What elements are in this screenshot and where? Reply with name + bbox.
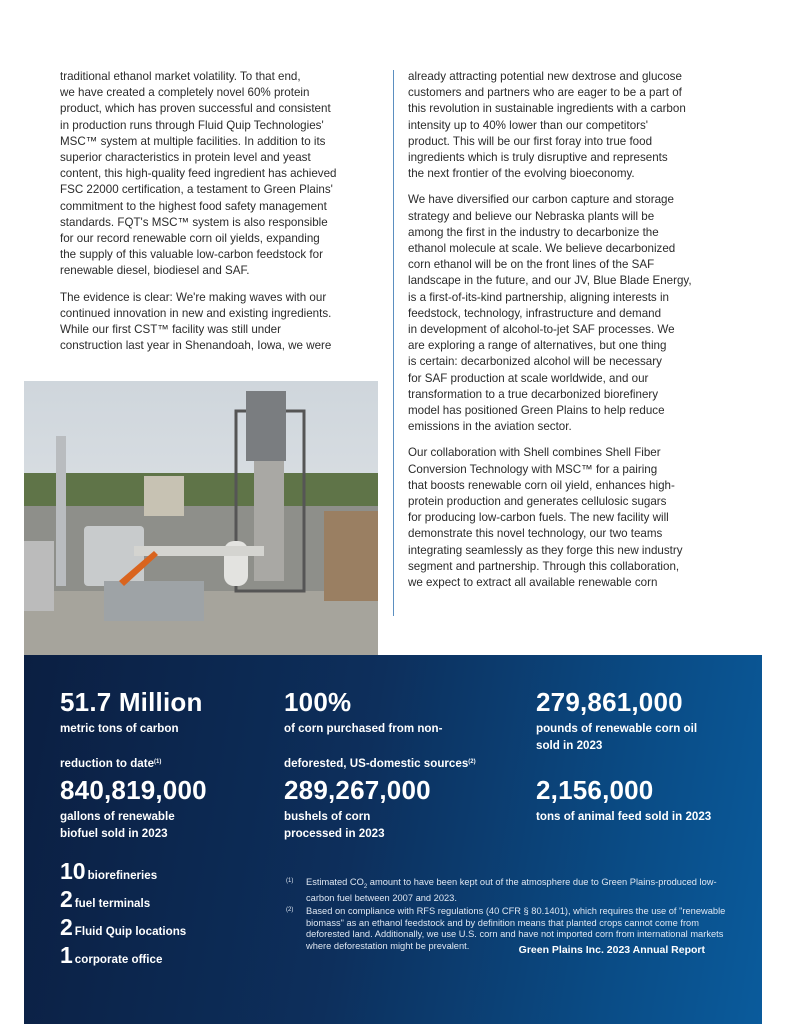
text-line: ethanol molecule at scale. We believe decarbonized bbox=[408, 242, 676, 256]
text-line: is certain: decarbonized alcohol will be necessary bbox=[408, 355, 662, 369]
count-label: biorefineries bbox=[87, 869, 158, 882]
text-line: construction last year in Shenandoah, Iowa, we were bbox=[60, 339, 332, 353]
body-paragraph bbox=[408, 192, 738, 435]
text-line: model has positioned Green Plains to help reduce bbox=[408, 404, 665, 418]
text-line: continued innovation in new and existing ingredients. bbox=[60, 306, 332, 320]
text-line: superior characteristics in protein level and yeast bbox=[60, 151, 311, 165]
text-line: strategy and believe our Nebraska plants will be bbox=[408, 209, 655, 223]
text-line: in development of alcohol-to-jet SAF processes. We bbox=[408, 323, 675, 337]
report-footer: Green Plains Inc. 2023 Annual Report bbox=[518, 944, 705, 956]
text-line: are exploring a range of alternatives, but one thing bbox=[408, 339, 667, 353]
footnote-text bbox=[306, 877, 726, 905]
footnote-text-part: amount to have been kept out of the atmosphere due to Green Plains-produced low-carbon fuel between 2007 and 2023. bbox=[306, 877, 717, 904]
stat-description bbox=[60, 721, 203, 773]
text-line: product. This will be our first foray into true food bbox=[408, 134, 653, 148]
text-line: intensity up to 40% lower than our competitors' bbox=[408, 118, 649, 132]
stat-value: 840,819,000 bbox=[60, 775, 207, 805]
text-line: MSC™ system at multiple facilities. In addition to its bbox=[60, 134, 326, 148]
right-text-column bbox=[408, 69, 738, 601]
body-paragraph bbox=[408, 69, 738, 182]
text-line: for our record renewable corn oil yields, expanding bbox=[60, 232, 320, 246]
text-line: in production runs through Fluid Quip Technologies' bbox=[60, 118, 324, 132]
stat-value: 289,267,000 bbox=[284, 775, 431, 805]
text-line: this revolution in sustainable ingredients with a carbon bbox=[408, 102, 686, 116]
body-paragraph bbox=[60, 290, 380, 355]
text-line: for producing low-carbon fuels. The new facility will bbox=[408, 511, 669, 525]
stat-value: 51.7 Million bbox=[60, 687, 203, 717]
text-line: for SAF production at scale worldwide, and our bbox=[408, 371, 649, 385]
stat-description-line: deforested, US-domestic sources bbox=[284, 757, 469, 770]
left-text-column bbox=[60, 69, 380, 364]
key-stats-panel bbox=[24, 655, 762, 1024]
stat-description-line: reduction to date bbox=[60, 757, 155, 770]
text-line: customers and partners who are eager to be a part of bbox=[408, 86, 682, 100]
text-line: renewable diesel, biodiesel and SAF. bbox=[60, 264, 250, 278]
facility-count bbox=[60, 858, 157, 885]
text-line: segment and partnership. Through this collaboration, bbox=[408, 559, 680, 573]
column-divider bbox=[393, 70, 394, 616]
text-line: commitment to the highest food safety management bbox=[60, 199, 327, 213]
stat-block bbox=[284, 775, 431, 842]
stat-description-line: processed in 2023 bbox=[284, 826, 385, 840]
facility-count bbox=[60, 886, 150, 913]
count-number: 1 bbox=[60, 942, 73, 968]
text-line: standards. FQT's MSC™ system is also responsible bbox=[60, 215, 328, 229]
facility-count bbox=[60, 914, 186, 941]
stat-value: 100% bbox=[284, 687, 352, 717]
stat-description-line bbox=[536, 826, 711, 843]
text-line: We have diversified our carbon capture and storage bbox=[408, 193, 674, 207]
stat-description-line: pounds of renewable corn oil bbox=[536, 722, 698, 735]
text-line: already attracting potential new dextrose and glucose bbox=[408, 70, 682, 83]
text-line: traditional ethanol market volatility. To that end, bbox=[60, 70, 301, 83]
stat-block bbox=[284, 687, 476, 773]
stat-description-line: sold in 2023 bbox=[536, 738, 603, 752]
text-line: The evidence is clear: We're making waves with our bbox=[60, 290, 327, 304]
text-line: is a first-of-its-kind partnership, aligning interests in bbox=[408, 290, 669, 304]
text-line: the next frontier of the evolving bioeconomy. bbox=[408, 167, 635, 181]
text-line: FSC 22000 certification, a testament to Green Plains' bbox=[60, 183, 333, 197]
text-line: that boosts renewable corn oil yield, enhances high- bbox=[408, 478, 675, 492]
text-line: Our collaboration with Shell combines Shell Fiber bbox=[408, 446, 661, 460]
count-label: corporate office bbox=[74, 953, 163, 966]
body-paragraph bbox=[60, 69, 380, 280]
text-line: the supply of this valuable low-carbon feedstock for bbox=[60, 248, 323, 262]
text-line: protein production and generates cellulosic sugars bbox=[408, 495, 667, 509]
stat-description-line: tons of animal feed sold in 2023 bbox=[536, 810, 712, 823]
text-line: While our first CST™ facility was still under bbox=[60, 323, 281, 337]
stat-description bbox=[536, 809, 711, 842]
stat-block bbox=[60, 775, 207, 842]
count-number: 10 bbox=[60, 858, 86, 884]
text-line: content, this high-quality feed ingredient has achieved bbox=[60, 167, 337, 181]
text-line: product, which has proven successful and consistent bbox=[60, 102, 331, 116]
text-line: Conversion Technology with MSC™ for a pairing bbox=[408, 462, 658, 476]
count-label: fuel terminals bbox=[74, 897, 151, 910]
count-number: 2 bbox=[60, 914, 73, 940]
stat-block bbox=[60, 687, 203, 773]
facility-count bbox=[60, 942, 162, 969]
stat-description-line: of corn purchased from non- bbox=[284, 722, 443, 735]
text-line: demonstrate this novel technology, our two teams bbox=[408, 527, 663, 541]
stat-block bbox=[536, 775, 711, 842]
text-line: feedstock, technology, infrastructure and demand bbox=[408, 306, 662, 320]
stat-description-line: biofuel sold in 2023 bbox=[60, 826, 168, 840]
text-line: integrating seamlessly as they forge this new industry bbox=[408, 543, 683, 557]
stat-block bbox=[536, 687, 697, 754]
count-label: Fluid Quip locations bbox=[74, 925, 187, 938]
body-paragraph bbox=[408, 445, 738, 591]
footnote-ref: (2) bbox=[468, 759, 476, 765]
text-line: ingredients which is truly disruptive and represents bbox=[408, 151, 668, 165]
text-line: we expect to extract all available renewable corn bbox=[408, 576, 658, 590]
footnote-marker: (1) bbox=[286, 878, 294, 884]
stat-description-line: metric tons of carbon bbox=[60, 722, 179, 735]
footnote-text-part: Estimated CO bbox=[306, 877, 364, 887]
stat-description-line: bushels of corn bbox=[284, 810, 371, 823]
footnote-marker: (2) bbox=[286, 907, 294, 913]
stat-description bbox=[284, 721, 476, 773]
stat-description bbox=[60, 809, 207, 842]
stat-value: 279,861,000 bbox=[536, 687, 683, 717]
stat-value: 2,156,000 bbox=[536, 775, 654, 805]
subscript: 2 bbox=[363, 883, 368, 890]
text-line: among the first in the industry to decarbonize the bbox=[408, 225, 659, 239]
text-line: emissions in the aviation sector. bbox=[408, 420, 572, 434]
stat-description bbox=[536, 721, 697, 754]
footnote-ref: (1) bbox=[154, 759, 162, 765]
biorefinery-photo bbox=[24, 381, 378, 655]
text-line: transformation to a true decarbonized biorefinery bbox=[408, 387, 659, 401]
text-line: we have created a completely novel 60% protein bbox=[60, 86, 310, 100]
stat-description-line: gallons of renewable bbox=[60, 810, 175, 823]
footnote-text: Based on compliance with RFS regulations (40 CFR § 80.1401), which requires the use of "renewable biomass" as an ethanol feedstock and by definition means that planted crops cannot come from deforested land. Additionally, we use U.S. corn and have not imported corn from international markets where deforestation might be prevalent. bbox=[306, 906, 726, 951]
footnote bbox=[286, 877, 726, 905]
text-line: landscape in the future, and our JV, Blue Blade Energy, bbox=[408, 274, 692, 288]
count-number: 2 bbox=[60, 886, 73, 912]
stat-description bbox=[284, 809, 431, 842]
text-line: corn ethanol will be on the front lines of the SAF bbox=[408, 258, 655, 272]
